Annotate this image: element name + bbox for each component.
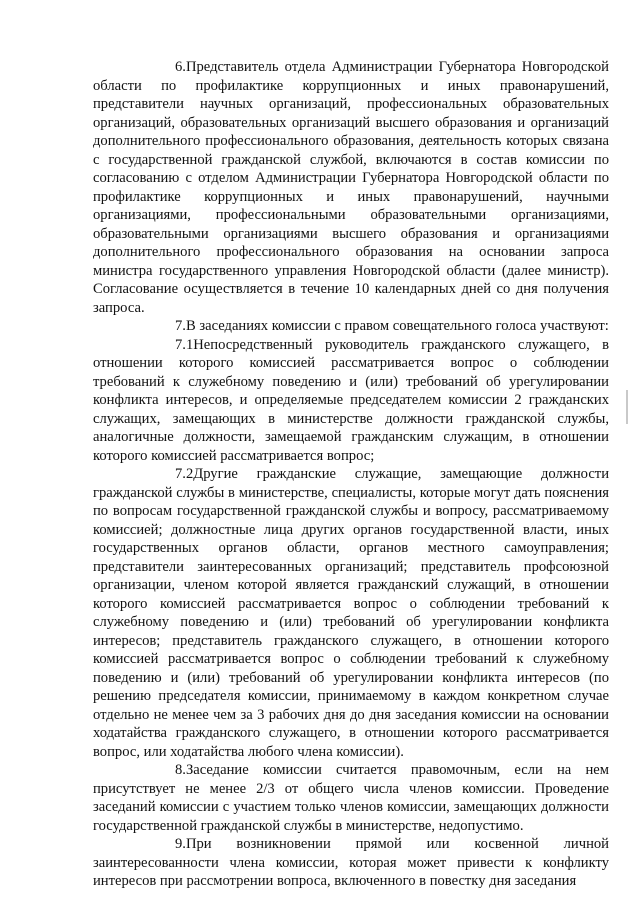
paragraph-number: 7.1 [175, 336, 194, 353]
paragraph-number: 7. [175, 318, 186, 334]
paragraph-7 [93, 317, 609, 336]
scan-margin-mark [626, 390, 628, 424]
paragraph-7-1 [93, 336, 609, 466]
paragraph-text: Представитель отдела Администрации Губернатора Новгородской области по профилактике коррупционных и иных правонарушений, представители научных организаций, профессиональных образовательных организаций, образовательных организаций высшего образования и организаций дополнительного профессионального образования, деятельность которых связана с государственной гражданской службой, включаются в состав комиссии по согласованию с отделом Администрации Губернатора Новгородской области по профилактике коррупционных и иных правонарушений, научными организациями, профессиональными образовательными организациями, образовательными организациями высшего образования и организациями дополнительного профессионального образования на основании запроса министра государственного управления Новгородской области (далее министр). Согласование осуществляется в течение 10 календарных дней со дня получения запроса. [93, 59, 609, 316]
paragraph-number: 9. [175, 836, 186, 852]
paragraph-text: Заседание комиссии считается правомочным, если на нем присутствует не менее 2/3 от общего числа членов комиссии. Проведение заседаний комиссии с участием только членов комиссии, замещающих должности государственной гражданской службы в министерстве, недопустимо. [93, 762, 609, 834]
paragraph-text: При возникновении прямой или косвенной личной заинтересованности члена комиссии, которая может привести к конфликту интересов при рассмотрении вопроса, включенного в повестку дня заседания [93, 836, 609, 889]
paragraph-9 [93, 835, 609, 891]
document-body [93, 58, 609, 891]
paragraph-text: Непосредственный руководитель гражданского служащего, в отношении которого комиссией рассматривается вопрос о соблюдении требований к служебному поведению и (или) требований об урегулировании конфликта интересов, и определяемые председателем комиссии 2 гражданских служащих, замещающих в министерстве должности гражданской службы, аналогичные должности, замещаемой гражданским служащим, в отношении которого комиссией рассматривается вопрос; [93, 336, 609, 464]
paragraph-text: В заседаниях комиссии с правом совещательного голоса участвуют: [185, 318, 609, 334]
paragraph-number: 8. [175, 762, 186, 778]
paragraph-number: 7.2 [175, 466, 194, 482]
paragraph-text: Другие гражданские служащие, замещающие должности гражданской службы в министерстве, специалисты, которые могут дать пояснения по вопросам государственной гражданской службы и вопросу, рассматриваемому комиссией; должностные лица других органов государственной власти, иных государственных органов области, органов местного самоуправления; представители заинтересованных организаций; представитель профсоюзной организации, членом которой является гражданский служащий, в отношении которого комиссией рассматривается вопрос о соблюдении требований к служебному поведению и (или) требований об урегулировании конфликта интересов; представитель гражданского служащего, в отношении которого комиссией рассматривается вопрос о соблюдении требований к служебному поведению и (или) требований об урегулировании конфликта интересов (по решению председателя комиссии, принимаемому в каждом конкретном случае отдельно не менее чем за 3 рабочих дня до дня заседания комиссии на основании ходатайства гражданского служащего, в отношении которого рассматривается вопрос, или ходатайства любого члена комиссии). [93, 466, 609, 760]
paragraph-8 [93, 761, 609, 835]
paragraph-7-2 [93, 465, 609, 761]
paragraph-number: 6. [175, 59, 186, 75]
paragraph-6 [93, 58, 609, 317]
